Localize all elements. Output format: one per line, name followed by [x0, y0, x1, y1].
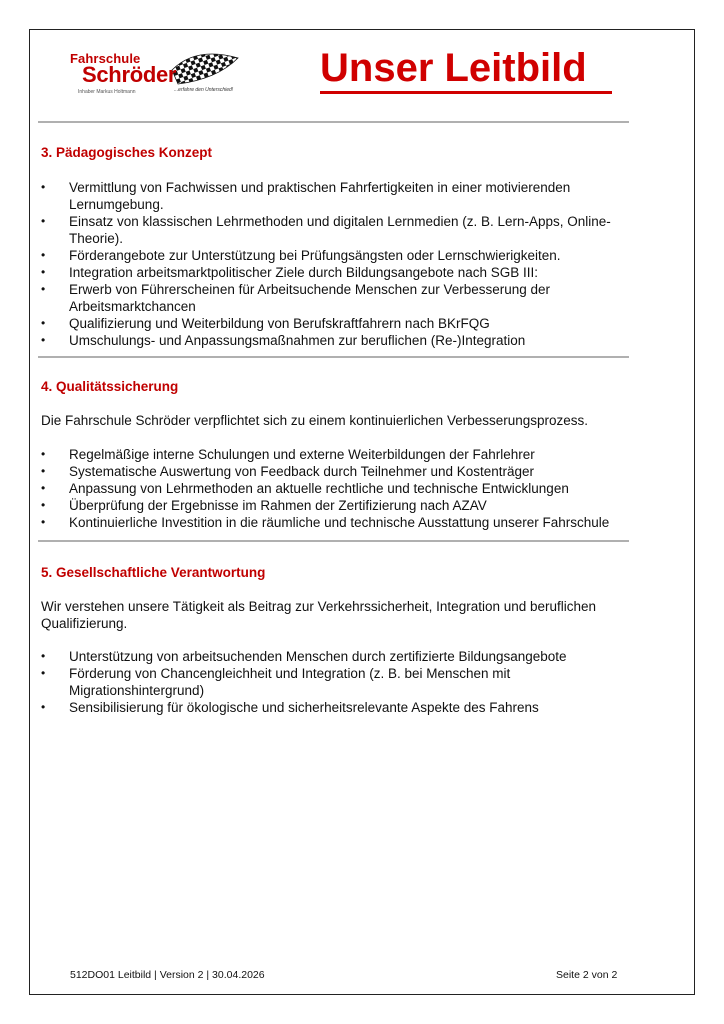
list-item: • Sensibilisierung für ökologische und sicherheitsrelevante Aspekte des Fahrens [41, 699, 641, 716]
footer-page-number: Seite 2 von 2 [556, 969, 618, 981]
logo-subline: Inhaber Markus Holtmann [78, 89, 136, 95]
list-item: • Integration arbeitsmarktpolitischer Ziele durch Bildungsangebote nach SGB III: [41, 264, 641, 281]
list-item: • Förderung von Chancengleichheit und Integration (z. B. bei Menschen mit Migrationshintergrund) [41, 665, 641, 699]
divider-section-3 [38, 356, 629, 358]
section-heading-qualitaetssicherung: 4. Qualitätssicherung [41, 379, 179, 394]
section-heading-paedagogisches-konzept: 3. Pädagogisches Konzept [41, 145, 213, 160]
section-intro-gesellschaftliche-verantwortung: Wir verstehen unsere Tätigkeit als Beitrag zur Verkehrssicherheit, Integration und beruflichen Qualifizierung. [41, 599, 597, 631]
checkered-flag-icon [170, 52, 240, 86]
list-item: • Unterstützung von arbeitsuchenden Menschen durch zertifizierte Bildungsangebote [41, 648, 641, 665]
list-item: • Überprüfung der Ergebnisse im Rahmen der Zertifizierung nach AZAV [41, 497, 641, 514]
list-item: • Förderangebote zur Unterstützung bei Prüfungsängsten oder Lernschwierigkeiten. [41, 247, 641, 264]
footer-document-info: 512DO01 Leitbild | Version 2 | 30.04.2026 [70, 969, 265, 981]
logo-line2: Schröder [82, 62, 177, 87]
list-item: • Qualifizierung und Weiterbildung von Berufskraftfahrern nach BKrFQG [41, 315, 641, 332]
list-gesellschaftliche-verantwortung [41, 648, 641, 716]
list-item: • Einsatz von klassischen Lehrmethoden und digitalen Lernmedien (z. B. Lern-Apps, Online-Theorie). [41, 213, 641, 247]
list-item: • Vermittlung von Fachwissen und praktischen Fahrfertigkeiten in einer motivierenden Lernumgebung. [41, 179, 641, 213]
logo-slogan: ...erfahre den Unterschied! [174, 87, 234, 93]
section-heading-gesellschaftliche-verantwortung: 5. Gesellschaftliche Verantwortung [41, 565, 266, 580]
divider-header [38, 121, 629, 123]
company-logo [62, 50, 242, 98]
list-item: • Anpassung von Lehrmethoden an aktuelle rechtliche und technische Entwicklungen [41, 480, 641, 497]
section-intro-qualitaetssicherung: Die Fahrschule Schröder verpflichtet sich zu einem kontinuierlichen Verbesserungsprozess. [41, 413, 589, 428]
title-underline [320, 91, 612, 94]
logo-line1: Fahrschule [70, 51, 141, 66]
list-qualitaetssicherung [41, 446, 641, 531]
list-item: • Regelmäßige interne Schulungen und externe Weiterbildungen der Fahrlehrer [41, 446, 641, 463]
list-item: • Systematische Auswertung von Feedback durch Teilnehmer und Kostenträger [41, 463, 641, 480]
page-title: Unser Leitbild [320, 46, 587, 90]
list-item: • Erwerb von Führerscheinen für Arbeitsuchende Menschen zur Verbesserung der Arbeitsmarktchancen [41, 281, 641, 315]
divider-section-4 [38, 540, 629, 542]
list-paedagogisches-konzept [41, 179, 641, 349]
list-item: • Kontinuierliche Investition in die räumliche und technische Ausstattung unserer Fahrschule [41, 514, 641, 531]
list-item: • Umschulungs- und Anpassungsmaßnahmen zur beruflichen (Re-)Integration [41, 332, 641, 349]
